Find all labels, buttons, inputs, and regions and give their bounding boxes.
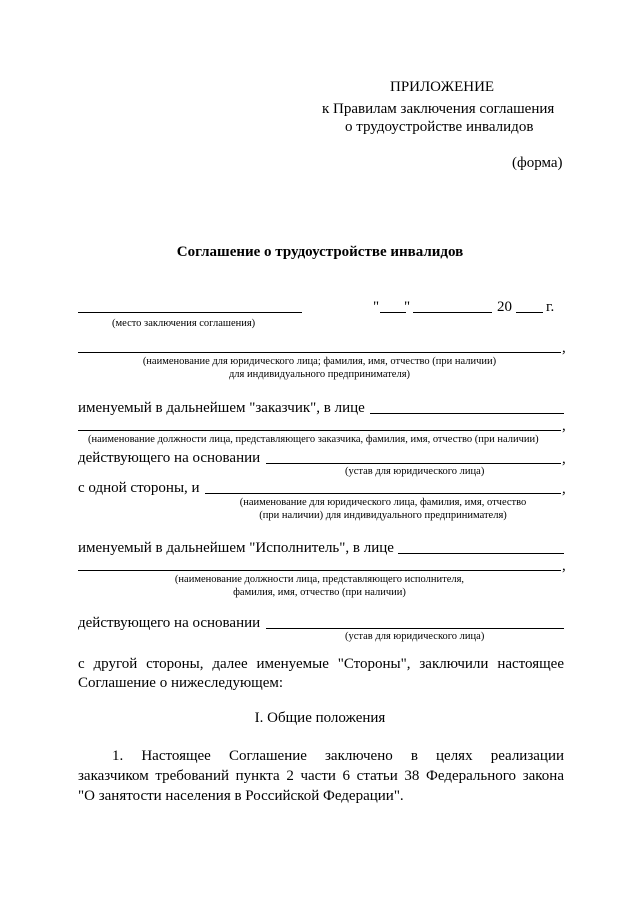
customer-rep-blank <box>78 430 561 431</box>
year-blank <box>516 312 543 313</box>
executor-rep-caption-2: фамилия, имя, отчество (при наличии) <box>233 587 406 598</box>
executor-name-caption-1: (наименование для юридического лица, фамилия, имя, отчество <box>239 497 527 508</box>
executor-rep-person-blank <box>398 553 564 554</box>
comma: , <box>562 481 566 497</box>
executor-acting-label: действующего на основании <box>78 615 261 631</box>
customer-basis-caption: (устав для юридического лица) <box>345 466 485 477</box>
comma: , <box>562 558 566 574</box>
one-side-label: с одной стороны, и <box>78 480 200 496</box>
customer-basis-blank <box>266 463 561 464</box>
executor-basis-blank <box>266 628 564 629</box>
executor-referred-label: именуемый в дальнейшем "Исполнитель", в лице <box>78 540 394 556</box>
date-quote-open: " <box>373 299 380 315</box>
other-side-line-1: с другой стороны, далее именуемые "Стороны", заключили настоящее <box>78 656 564 672</box>
appendix-label: ПРИЛОЖЕНИЕ <box>390 79 495 95</box>
customer-rep-caption: (наименование должности лица, представляющего заказчика, фамилия, имя, отчество (при наличии) <box>88 434 539 445</box>
day-blank <box>380 312 406 313</box>
document-title: Соглашение о трудоустройстве инвалидов <box>176 244 464 260</box>
year-prefix: 20 <box>497 299 512 315</box>
customer-rep-person-blank <box>370 413 564 414</box>
customer-acting-label: действующего на основании <box>78 450 261 466</box>
place-blank <box>78 312 302 313</box>
customer-name-caption-2: для индивидуального предпринимателя) <box>228 369 411 380</box>
comma: , <box>562 451 566 467</box>
section-1-heading: I. Общие положения <box>254 710 386 726</box>
other-side-line-2: Соглашение о нижеследующем: <box>78 675 284 691</box>
customer-name-blank <box>78 352 561 353</box>
year-suffix: г. <box>546 299 555 315</box>
form-label: (форма) <box>512 155 563 171</box>
rules-line-2: о трудоустройстве инвалидов <box>345 119 534 135</box>
executor-name-caption-2: (при наличии) для индивидуального предпринимателя) <box>259 510 507 521</box>
rules-line-1: к Правилам заключения соглашения <box>322 101 555 117</box>
section-1-p1-line-1: 1. Настоящее Соглашение заключено в целях реализации <box>112 748 564 764</box>
customer-referred-label: именуемый в дальнейшем "заказчик", в лице <box>78 400 365 416</box>
month-blank <box>413 312 492 313</box>
date-quote-close: " <box>404 299 411 315</box>
executor-basis-caption: (устав для юридического лица) <box>345 631 485 642</box>
customer-name-caption-1: (наименование для юридического лица; фамилия, имя, отчество (при наличии) <box>142 356 497 367</box>
executor-rep-caption-1: (наименование должности лица, представляющего исполнителя, <box>174 574 465 585</box>
comma: , <box>562 340 566 356</box>
executor-rep-blank <box>78 570 561 571</box>
section-1-p1-line-2: заказчиком требований пункта 2 части 6 статьи 38 Федерального закона <box>78 768 564 784</box>
executor-name-blank <box>205 493 561 494</box>
section-1-p1-line-3: "О занятости населения в Российской Федерации". <box>78 788 404 804</box>
place-caption: (место заключения соглашения) <box>112 318 256 329</box>
comma: , <box>562 418 566 434</box>
